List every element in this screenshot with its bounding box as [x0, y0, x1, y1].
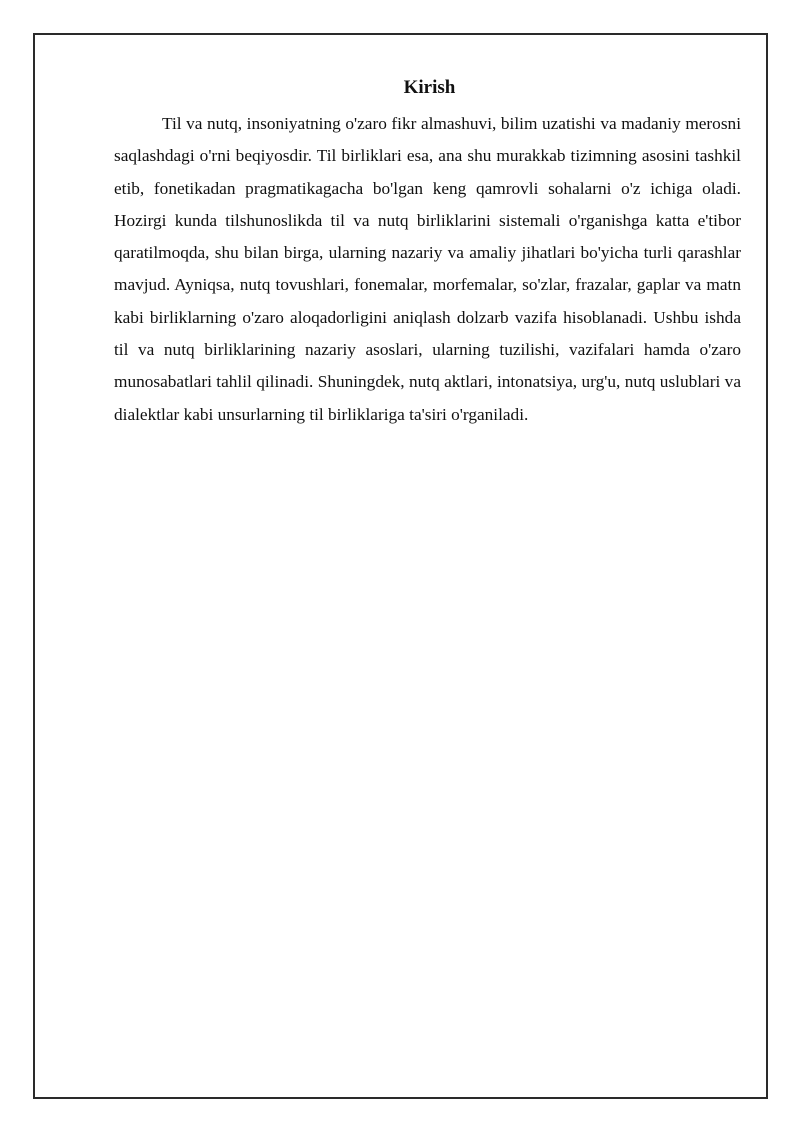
intro-paragraph: Til va nutq, insoniyatning o'zaro fikr almashuvi, bilim uzatishi va madaniy merosni saqlashdagi o'rni beqiyosdir. Til birliklari esa, ana shu murakkab tizimning asosini tashkil etib, fonetikadan pragmatikagacha bo'lgan keng qamrovli sohalarni o'z ichiga oladi. Hozirgi kunda tilshunoslikda til va nutq birliklarini sistemali o'rganishga katta e'tibor qaratilmoqda, shu bilan birga, ularning nazariy va amaliy jihatlari bo'yicha turli qarashlar mavjud. Ayniqsa, nutq tovushlari, fonemalar, morfemalar, so'zlar, frazalar, gaplar va matn kabi birliklarning o'zaro aloqadorligini aniqlash dolzarb vazifa hisoblanadi. Ushbu ishda til va nutq birliklarining nazariy asoslari, ularning tuzilishi, vazifalari hamda o'zaro munosabatlari tahlil qilinadi. Shuningdek, nutq aktlari, intonatsiya, urg'u, nutq uslublari va dialektlar kabi unsurlarning til birliklariga ta'siri o'rganiladi. — [114, 114, 741, 424]
document-body — [114, 76, 741, 431]
section-heading: Kirish — [403, 77, 456, 98]
